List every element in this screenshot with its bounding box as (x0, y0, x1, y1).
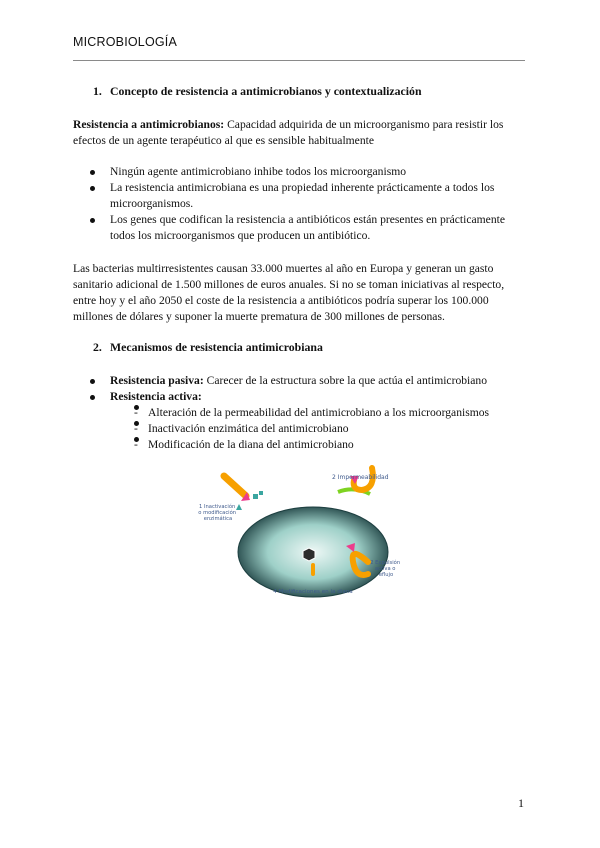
label-line: activa o (374, 566, 396, 572)
active-term: Resistencia activa: (110, 390, 202, 403)
target-hexagon-icon (303, 548, 315, 561)
label-line: eflujo (378, 572, 394, 578)
label-line: 1 Inactivación (199, 504, 236, 510)
definition-paragraph (73, 117, 525, 149)
sublist-item: - Inactivación enzimática del antimicrobiano (134, 421, 528, 437)
list-item-active (88, 389, 528, 453)
passive-text: Carecer de la estructura sobre la que actúa el antimicrobiano (206, 374, 487, 387)
molecule-square-icon (253, 494, 258, 499)
sublist-item: - Modificación de la diana del antimicrobiano (134, 437, 528, 453)
section-1-number: 1. (93, 84, 102, 98)
list-item: Ningún agente antimicrobiano inhibe todos los microorganismo (88, 164, 528, 180)
passive-term: Resistencia pasiva: (110, 374, 204, 387)
definition-text: Capacidad adquirida de un microorganismo para resistir los efectos de un agente terapéutico al que es sensible habitualmente (73, 118, 504, 147)
list-item: La resistencia antimicrobiana es una propiedad inherente prácticamente a todos los microorganismos. (88, 180, 528, 212)
label-line: 2 Expulsión (370, 560, 401, 566)
resistance-mechanisms-diagram (196, 462, 406, 602)
section-2-heading (93, 340, 323, 355)
label-target-modification: 4 Modificaciones en la diana (273, 589, 353, 595)
section-1-title: Concepto de resistencia a antimicrobianos y contextualización (110, 84, 422, 98)
list-item: Los genes que codifican la resistencia a antibióticos están presentes en prácticamente todos los microorganismos que producen un antibiótico. (88, 212, 528, 244)
section-2-bullet-list (88, 373, 528, 453)
inactivation-arrow-icon (224, 476, 250, 501)
section-1-heading (93, 84, 422, 99)
page-number: 1 (518, 796, 524, 810)
statistics-paragraph: Las bacterias multirresistentes causan 33.000 muertes al año en Europa y generan un gasto sanitario adicional de 1.500 millones de euros anuales. Si no se toman iniciativas al respecto, entre hoy y el año 2050 el coste de la resistencia a antibióticos podría superar los 100.000 millones de dólares y suponer la muerte prematura de 300 millones de personas. (73, 262, 505, 323)
molecule-square-icon (259, 491, 263, 495)
section-2-number: 2. (93, 340, 102, 354)
section-1-bullet-list (88, 164, 528, 244)
label-impermeability: 2 Impermeabilidad (332, 474, 389, 481)
header-divider (73, 60, 525, 61)
list-item-passive (88, 373, 528, 389)
section-2-title: Mecanismos de resistencia antimicrobiana (110, 340, 323, 354)
active-sublist (110, 405, 528, 453)
label-inactivation (198, 503, 238, 522)
label-line: enzimática (203, 516, 233, 522)
page-header-title: MICROBIOLOGÍA (73, 35, 178, 49)
label-line: o modificación (198, 510, 237, 516)
sublist-item: - Alteración de la permeabilidad del antimicrobiano a los microorganismos (134, 405, 528, 421)
definition-term: Resistencia a antimicrobianos: (73, 118, 225, 131)
